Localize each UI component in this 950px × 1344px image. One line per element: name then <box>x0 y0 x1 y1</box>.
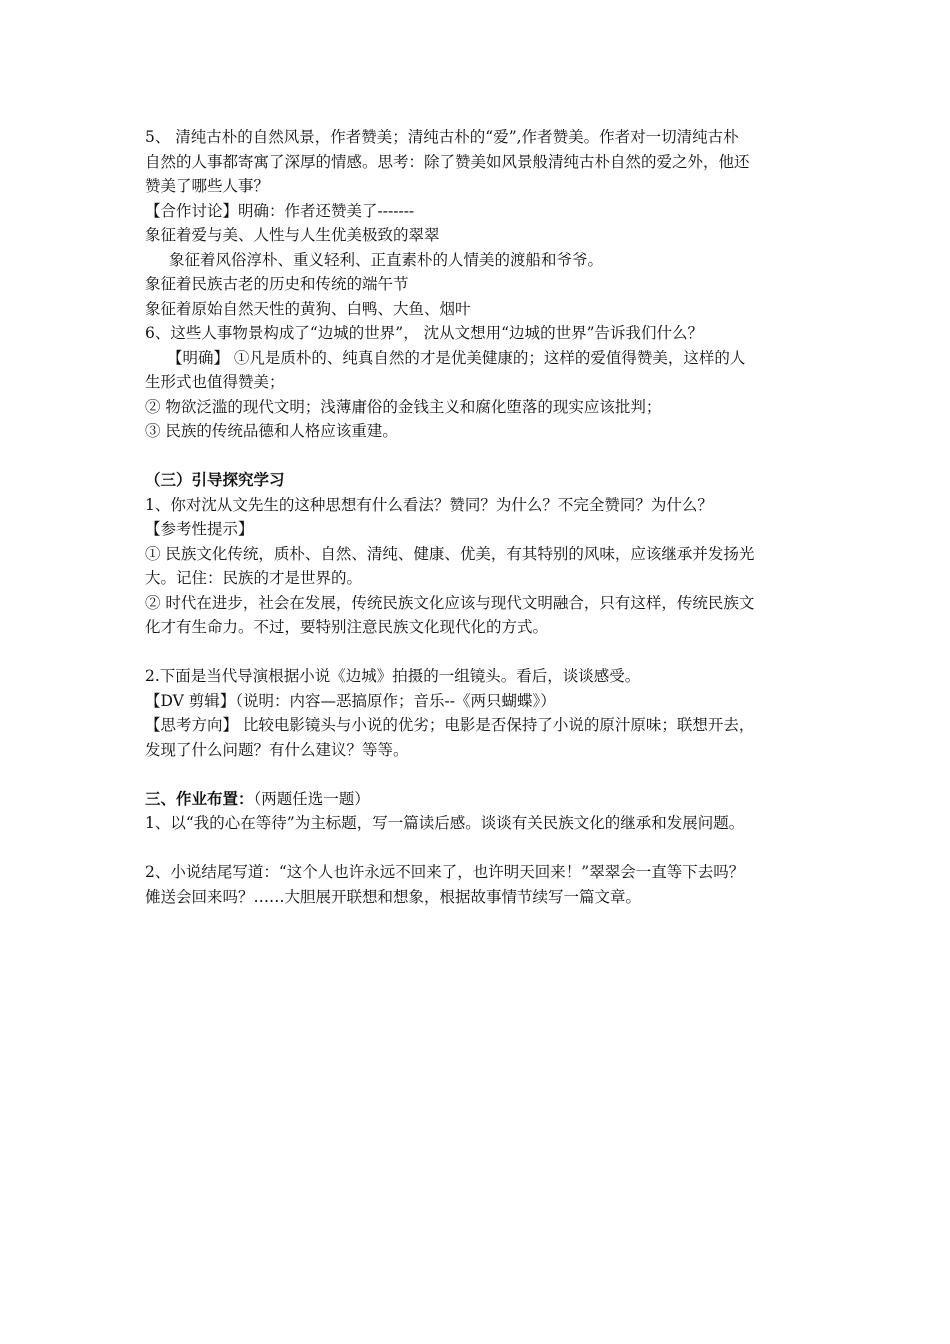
homework-task-2-line-1: 2、小说结尾写道：“这个人也许永远不回来了，也许明天回来！”翠翠会一直等下去吗？ <box>145 863 745 881</box>
symbol-dragon-boat-festival: 象征着民族古老的历史和传统的端午节 <box>145 275 409 293</box>
symbol-ferry-grandpa: 象征着风俗淳朴、重义轻利、正直素朴的人情美的渡船和爷爷。 <box>169 250 604 269</box>
part3-question-2: 2.下面是当代导演根据小说《边城》拍摄的一组镜头。看后，谈谈感受。 <box>145 667 641 685</box>
think-line-2: 发现了什么问题？有什么建议？等等。 <box>145 740 409 759</box>
spacer <box>145 836 815 861</box>
hint-line-2: 大。记住：民族的才是世界的。 <box>145 569 363 587</box>
section5-line-3: 赞美了哪些人事？ <box>145 177 270 195</box>
spacer <box>145 762 815 787</box>
spacer <box>145 640 815 665</box>
section6-answer-1: 【明确】 ①凡是质朴的、纯真自然的才是优美健康的；这样的爱值得赞美，这样的人 <box>167 348 746 367</box>
spacer <box>145 444 815 469</box>
section5-line-1: 5、 清纯古朴的自然风景，作者赞美；清纯古朴的“爱”,作者赞美。作者对一切清纯古朴 <box>145 128 739 146</box>
document-page <box>145 125 815 909</box>
hint-label: 【参考性提示】 <box>145 520 254 538</box>
discussion-line: 【合作讨论】明确：作者还赞美了------- <box>145 201 415 220</box>
section5-line-2: 自然的人事都寄寓了深厚的情感。思考：除了赞美如风景般清纯古朴自然的爱之外，他还 <box>145 152 750 171</box>
section6-question: 6、这些人事物景构成了“边城的世界”， 沈从文想用“边城的世界”告诉我们什么？ <box>145 324 703 342</box>
think-line-1: 【思考方向】 比较电影镜头与小说的优劣；电影是否保持了小说的原汁原味；联想开去， <box>145 716 755 734</box>
homework-heading-title: 三、作业布置： <box>145 788 254 808</box>
symbol-cuicui: 象征着爱与美、人性与人生优美极致的翠翠 <box>145 226 440 244</box>
homework-task-1: 1、以“我的心在等待”为主标题，写一篇读后感。谈谈有关民族文化的继承和发展问题。 <box>145 814 745 832</box>
homework-task-2-line-2: 傩送会回来吗？……大胆展开联想和想象，根据故事情节续写一篇文章。 <box>145 887 642 906</box>
part3-question-1: 1、你对沈从文先生的这种思想有什么看法？赞同？为什么？不完全赞同？为什么？ <box>145 495 713 514</box>
section6-answer-4: ③ 民族的传统品德和人格应该重建。 <box>145 422 398 440</box>
hint-line-4: 化才有生命力。不过，要特别注意民族文化现代化的方式。 <box>145 618 549 636</box>
homework-heading <box>145 787 815 812</box>
hint-line-1: ① 民族文化传统，质朴、自然、清纯、健康、优美，有其特别的风味，应该继承并发扬光 <box>145 544 755 563</box>
dv-clip-line: 【DV 剪辑】（说明：内容—恶搞原作；音乐--《两只蝴蝶》） <box>145 691 556 710</box>
homework-heading-note: （两题任选一题） <box>253 789 370 808</box>
section6-answer-3: ② 物欲泛滥的现代文明；浅薄庸俗的金钱主义和腐化堕落的现实应该批判； <box>145 397 662 416</box>
part3-heading: （三）引导探究学习 <box>145 470 285 489</box>
section6-answer-2: 生形式也值得赞美； <box>145 373 285 391</box>
symbol-nature: 象征着原始自然天性的黄狗、白鸭、大鱼、烟叶 <box>145 299 471 318</box>
hint-line-3: ② 时代在进步，社会在发展，传统民族文化应该与现代文明融合，只有这样，传统民族文 <box>145 593 755 612</box>
